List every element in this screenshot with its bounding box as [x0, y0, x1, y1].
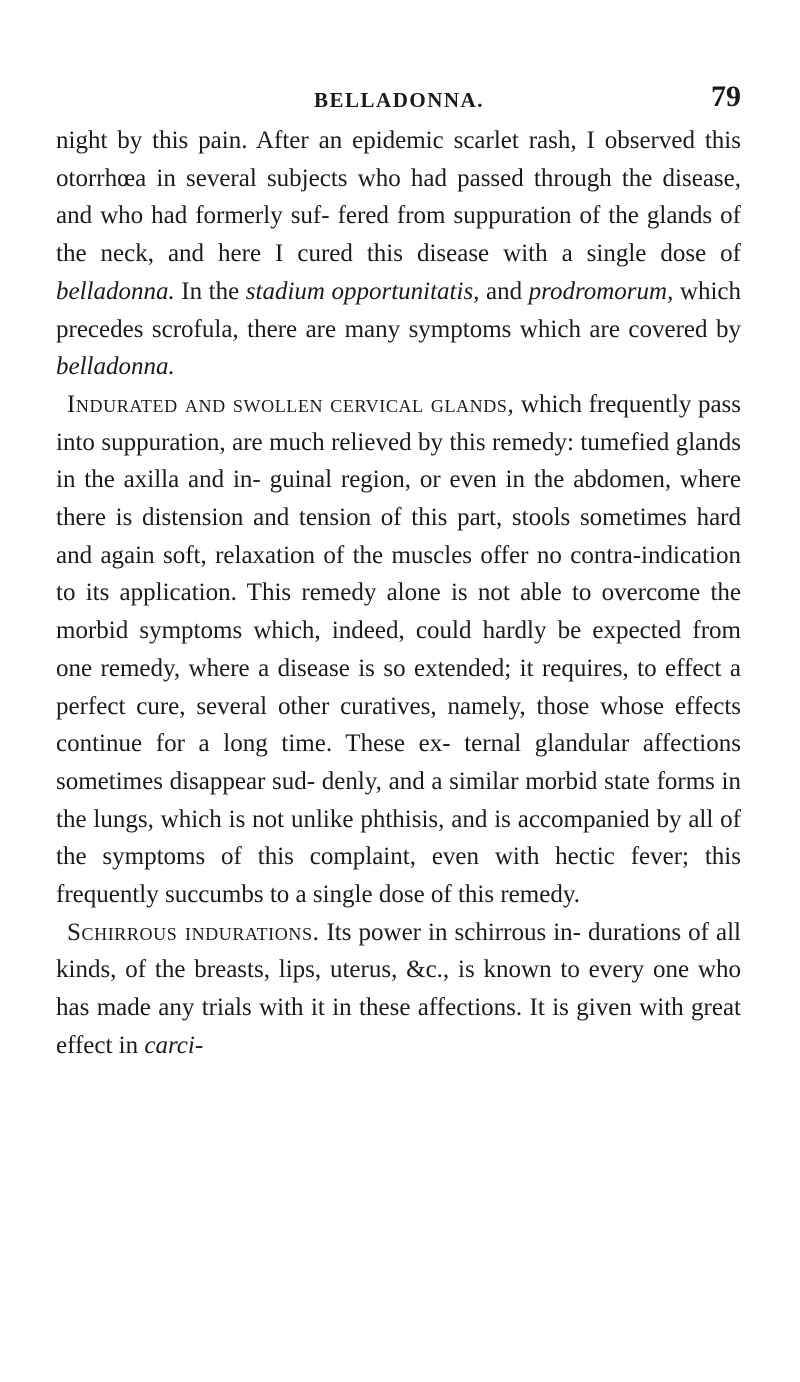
text-run: night by this pain. After an epidemic scarlet rash, I observed this otorrhœa in several subjects who had passed through the disease, and who had formerly suf- fered from suppuration of the glands of the neck, and here I cured this disease with a single dose of [56, 127, 741, 268]
paragraph-schirrous-indurations [56, 914, 741, 1065]
body-text [56, 122, 741, 1065]
page-number: 79 [711, 80, 741, 113]
text-run: which frequently pass into suppuration, are much relieved by this remedy: tumefied glands in the axilla and in- guinal region, or even in the abdomen, where there is distension and tension of this part, stools sometimes hard and again soft, relaxation of the muscles offer no contra-indication to its application. This remedy alone is not able to overcome the morbid symptoms which, indeed, could hardly be expected from one remedy, where a disease is so extended; it requires, to effect a perfect cure, several other curatives, namely, those whose effects continue for a long time. These ex- ternal glandular affections sometimes disappear sud- denly, and a similar morbid state forms in the lungs, which is not unlike phthisis, and is accompanied by all of the symptoms of this complaint, even with hectic fever; this frequently succumbs to a single dose of this remedy. [56, 390, 741, 909]
text-run: which precedes scrofula, there are many symptoms which are covered by [56, 277, 741, 343]
text-run: Its power in schirrous in- durations of all kinds, of the breasts, lips, uterus, &c., is known to every one who has made any trials with it in these affections. It is given with great effect in [56, 918, 741, 1059]
italic-term: carci- [144, 1031, 204, 1059]
italic-term: prodromorum, [528, 277, 674, 305]
text-run: In the [174, 277, 246, 305]
italic-term: stadium opportunitatis, [245, 277, 480, 305]
book-page [56, 78, 741, 1065]
running-title: BELLADONNA. [314, 88, 484, 112]
running-head [56, 78, 741, 122]
section-heading-schirrous-indurations: Schirrous indurations. [67, 918, 320, 946]
section-heading-indurated-glands: Indurated and swollen cervical glands, [67, 390, 515, 418]
paragraph-indurated-glands [56, 386, 741, 914]
italic-term: belladonna. [56, 353, 175, 381]
text-run: and [479, 277, 529, 305]
italic-term: belladonna. [56, 277, 175, 305]
paragraph-otorrhoea [56, 122, 741, 386]
